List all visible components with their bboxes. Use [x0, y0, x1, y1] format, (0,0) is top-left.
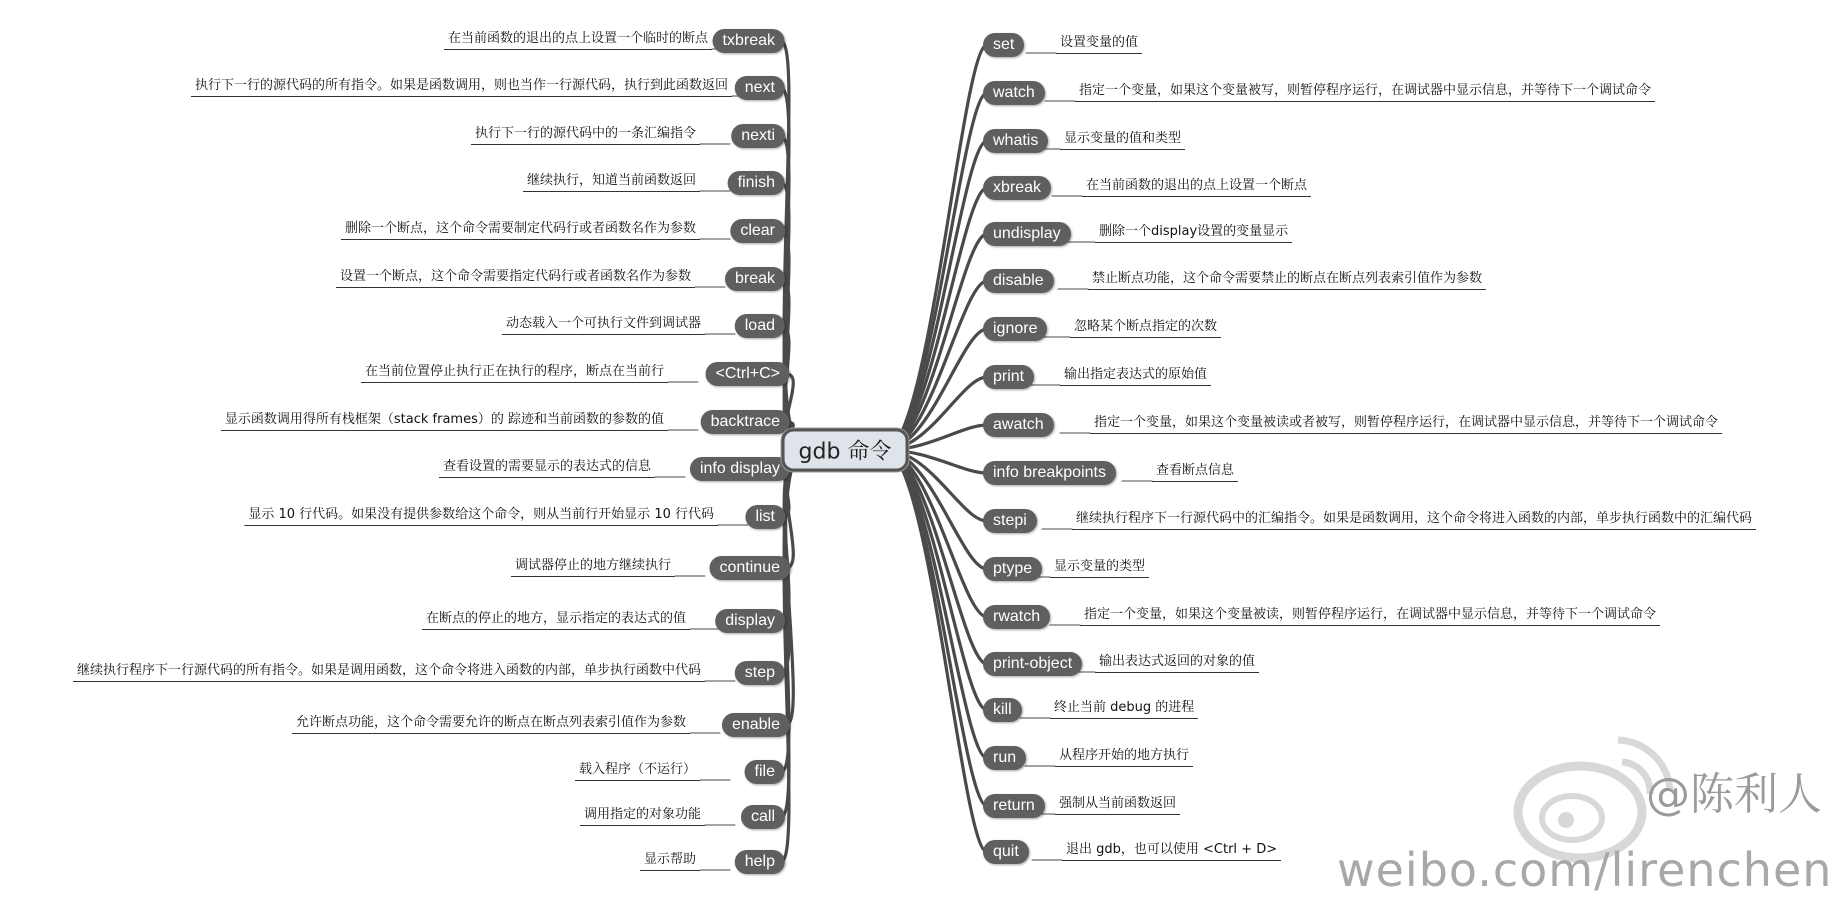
command-description-txbreak: 在当前函数的退出的点上设置一个临时的断点 [444, 27, 712, 50]
command-description-enable: 允许断点功能，这个命令需要允许的断点在断点列表索引值作为参数 [292, 711, 690, 734]
command-description-info-display: 查看设置的需要显示的表达式的信息 [439, 455, 655, 478]
command-description-list: 显示 10 行代码。如果没有提供参数给这个命令，则从当前行开始显示 10 行代码 [244, 503, 718, 526]
command-node-call[interactable]: call [741, 805, 785, 829]
command-description-watch: 指定一个变量，如果这个变量被写，则暂停程序运行，在调试器中显示信息，并等待下一个调试命令 [1075, 79, 1655, 102]
command-node-info-display[interactable]: info display [690, 457, 790, 481]
watermark-url: weibo.com/lirenchen [1337, 843, 1833, 897]
command-node-awatch[interactable]: awatch [983, 413, 1054, 437]
command-description-call: 调用指定的对象功能 [580, 803, 705, 826]
command-node-stepi[interactable]: stepi [983, 509, 1037, 533]
command-description-nexti: 执行下一行的源代码中的一条汇编指令 [471, 122, 700, 145]
command-node-rwatch[interactable]: rwatch [983, 605, 1050, 629]
command-description-disable: 禁止断点功能，这个命令需要禁止的断点在断点列表索引值作为参数 [1088, 267, 1486, 290]
command-node-nexti[interactable]: nexti [731, 124, 785, 148]
command-node-print[interactable]: print [983, 365, 1034, 389]
center-topic[interactable]: gdb 命令 [782, 429, 909, 472]
command-description-return: 强制从当前函数返回 [1055, 792, 1180, 815]
command-description-ignore: 忽略某个断点指定的次数 [1070, 315, 1221, 338]
command-node-quit[interactable]: quit [983, 840, 1029, 864]
command-node-run[interactable]: run [983, 746, 1026, 770]
command-node-info-breakpoints[interactable]: info breakpoints [983, 461, 1116, 485]
command-description-awatch: 指定一个变量，如果这个变量被读或者被写，则暂停程序运行，在调试器中显示信息，并等待下一个调试命令 [1090, 411, 1722, 434]
command-node-kill[interactable]: kill [983, 698, 1022, 722]
command-description-ptype: 显示变量的类型 [1050, 555, 1149, 578]
branch-line-right-0 [885, 45, 987, 450]
command-description-stepi: 继续执行程序下一行源代码中的汇编指令。如果是函数调用，这个命令将进入函数的内部，单步执行函数中的汇编代码 [1072, 507, 1756, 530]
command-description-kill: 终止当前 debug 的进程 [1050, 696, 1198, 719]
command-node-finish[interactable]: finish [728, 171, 785, 195]
command-description-print: 输出指定表达式的原始值 [1060, 363, 1211, 386]
branch-line-right-16 [885, 450, 987, 806]
command-node-list[interactable]: list [745, 505, 785, 529]
command-node-return[interactable]: return [983, 794, 1045, 818]
command-node-txbreak[interactable]: txbreak [713, 29, 785, 53]
watermark-handle: @陈利人 [1646, 769, 1822, 820]
command-node-ignore[interactable]: ignore [983, 317, 1047, 341]
command-node-enable[interactable]: enable [722, 713, 790, 737]
command-node-ctrl-c[interactable]: <Ctrl+C> [706, 362, 790, 386]
command-description-whatis: 显示变量的值和类型 [1060, 127, 1185, 150]
command-description-undisplay: 删除一个display设置的变量显示 [1095, 220, 1292, 243]
command-description-run: 从程序开始的地方执行 [1055, 744, 1193, 767]
command-description-next: 执行下一行的源代码的所有指令。如果是函数调用，则也当作一行源代码，执行到此函数返回 [191, 74, 732, 97]
command-node-display[interactable]: display [715, 609, 785, 633]
command-description-xbreak: 在当前函数的退出的点上设置一个断点 [1082, 174, 1311, 197]
command-description-break: 设置一个断点，这个命令需要指定代码行或者函数名作为参数 [336, 265, 695, 288]
command-description-load: 动态载入一个可执行文件到调试器 [502, 312, 705, 335]
command-node-continue[interactable]: continue [710, 556, 791, 580]
command-node-disable[interactable]: disable [983, 269, 1054, 293]
command-node-set[interactable]: set [983, 33, 1024, 57]
command-node-next[interactable]: next [735, 76, 785, 100]
command-node-help[interactable]: help [735, 850, 785, 874]
command-node-whatis[interactable]: whatis [983, 129, 1048, 153]
command-description-ctrl-c: 在当前位置停止执行正在执行的程序，断点在当前行 [361, 360, 668, 383]
command-description-help: 显示帮助 [640, 848, 700, 871]
command-description-backtrace: 显示函数调用得所有栈框架（stack frames）的 踪迹和当前函数的参数的值 [221, 408, 668, 431]
command-description-file: 载入程序（不运行） [575, 758, 700, 781]
command-description-quit: 退出 gdb，也可以使用 <Ctrl + D> [1062, 838, 1281, 861]
branch-line-right-14 [885, 450, 987, 710]
command-description-rwatch: 指定一个变量，如果这个变量被读，则暂停程序运行，在调试器中显示信息，并等待下一个调试命令 [1080, 603, 1660, 626]
command-node-ptype[interactable]: ptype [983, 557, 1042, 581]
command-description-step: 继续执行程序下一行源代码的所有指令。如果是调用函数，这个命令将进入函数的内部，单步执行函数中代码 [73, 659, 705, 682]
command-description-info-breakpoints: 查看断点信息 [1152, 459, 1238, 482]
command-node-step[interactable]: step [735, 661, 785, 685]
command-node-print-object[interactable]: print-object [983, 652, 1082, 676]
command-node-clear[interactable]: clear [730, 219, 785, 243]
command-description-print-object: 输出表达式返回的对象的值 [1095, 650, 1259, 673]
command-description-set: 设置变量的值 [1056, 31, 1142, 54]
branch-line-right-17 [885, 450, 987, 852]
command-description-finish: 继续执行，知道当前函数返回 [523, 169, 700, 192]
command-node-break[interactable]: break [725, 267, 785, 291]
command-node-xbreak[interactable]: xbreak [983, 176, 1051, 200]
command-node-backtrace[interactable]: backtrace [701, 410, 790, 434]
command-description-display: 在断点的停止的地方，显示指定的表达式的值 [422, 607, 690, 630]
command-node-undisplay[interactable]: undisplay [983, 222, 1071, 246]
command-node-load[interactable]: load [735, 314, 785, 338]
command-node-file[interactable]: file [745, 760, 785, 784]
branch-line-right-1 [885, 93, 987, 450]
command-description-continue: 调试器停止的地方继续执行 [511, 554, 675, 577]
command-description-clear: 删除一个断点，这个命令需要制定代码行或者函数名作为参数 [341, 217, 700, 240]
command-node-watch[interactable]: watch [983, 81, 1045, 105]
branch-line-right-3 [885, 188, 987, 450]
